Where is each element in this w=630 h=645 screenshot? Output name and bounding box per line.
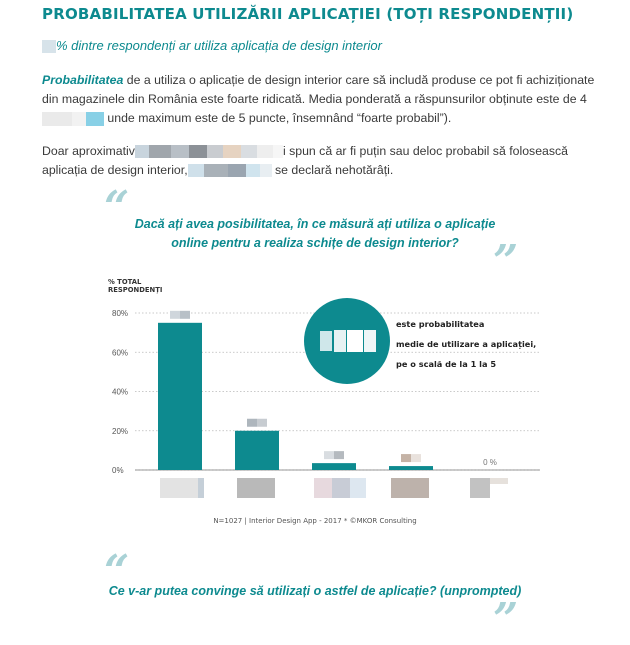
redacted-data-label xyxy=(257,419,267,427)
bar xyxy=(312,463,356,470)
redacted-value xyxy=(246,164,260,177)
redacted-value xyxy=(72,112,86,126)
average-score-label-line-3: pe o scală de la 1 la 5 xyxy=(396,359,497,369)
redacted-category-label xyxy=(160,478,198,498)
redacted-value xyxy=(257,145,273,158)
redacted-category-label xyxy=(332,478,350,498)
average-score-label-line-2: medie de utilizare a aplicației, xyxy=(396,339,537,349)
open-question: Ce v-ar putea convinge să utilizați o astfel de aplicație? (unprompted) xyxy=(108,584,522,598)
y-axis-title-line-1: % TOTAL xyxy=(108,278,142,286)
redacted-data-label xyxy=(170,311,180,319)
redacted-value xyxy=(204,164,228,177)
redacted-data-label xyxy=(401,454,411,462)
y-tick-label: 60% xyxy=(112,348,129,358)
paragraph-undecided xyxy=(42,142,602,180)
y-axis-title-line-2: RESPONDENȚI xyxy=(108,286,163,294)
question-line-2: online pentru a realiza schițe de design interior? xyxy=(171,236,459,250)
y-tick-label: 80% xyxy=(112,309,129,318)
average-score-circle xyxy=(304,298,390,384)
redacted-value xyxy=(241,145,257,158)
bar xyxy=(235,431,279,470)
redacted-value xyxy=(347,330,363,352)
y-tick-label: 40% xyxy=(112,387,129,397)
redacted-category-label xyxy=(314,478,332,498)
bar xyxy=(389,466,433,470)
redacted-category-label xyxy=(490,478,508,484)
subtitle xyxy=(42,38,382,53)
close-quote-icon: ” xyxy=(493,594,519,645)
page-title: PROBABILITATEA UTILIZĂRII APLICAȚIEI (TOȚI RESPONDENȚII) xyxy=(42,5,574,23)
redacted-data-label xyxy=(247,419,257,427)
redacted-value xyxy=(273,145,283,158)
redacted-value xyxy=(228,164,246,177)
redacted-value xyxy=(171,145,189,158)
redacted-category-label xyxy=(470,478,490,498)
redacted-category-label xyxy=(237,478,275,498)
subtitle-text: % dintre respondenți ar utiliza aplicația de design interior xyxy=(56,38,382,53)
paragraph-text-a: Doar aproximativ xyxy=(42,144,135,158)
average-score-label xyxy=(396,314,536,374)
redacted-data-label xyxy=(411,454,421,462)
redacted-data-label xyxy=(324,451,334,459)
highlight-word: Probabilitatea xyxy=(42,73,124,87)
open-quote-icon: “ xyxy=(104,182,130,233)
redacted-category-label xyxy=(198,478,204,498)
bar xyxy=(158,323,202,470)
close-quote-icon: ” xyxy=(493,236,519,287)
redacted-value xyxy=(189,145,207,158)
redacted-value xyxy=(364,330,376,352)
redacted-value xyxy=(334,330,346,352)
redacted-value xyxy=(42,40,56,53)
redacted-data-label xyxy=(180,311,190,319)
redacted-value xyxy=(135,145,149,158)
bar-data-label: 0 % xyxy=(483,458,497,467)
redacted-value xyxy=(260,164,272,177)
source-note: N=1027 | Interior Design App - 2017 * ©MKOR Consulting xyxy=(213,517,417,525)
paragraph-text-b: unde maximum este de 5 puncte, însemnând “foarte probabil”). xyxy=(104,111,452,125)
y-tick-label: 0% xyxy=(112,466,124,475)
redacted-value xyxy=(223,145,241,158)
redacted-category-label xyxy=(391,478,429,498)
redacted-value xyxy=(42,112,72,126)
redacted-value xyxy=(188,164,204,177)
redacted-value xyxy=(207,145,223,158)
question-line-1: Dacă ați avea posibilitatea, în ce măsură ați utiliza o aplicație xyxy=(134,217,496,231)
paragraph-text-a: de a utiliza o aplicație de design interior care să includă produse ce pot fi achiziționate din magazinele din România este foarte ridicată. Media ponderată a răspunsurilor obținute este de 4 xyxy=(42,73,595,106)
redacted-data-label xyxy=(334,451,344,459)
y-tick-label: 20% xyxy=(112,426,129,436)
average-score-label-line-1: este probabilitatea xyxy=(396,319,485,329)
open-quote-icon: “ xyxy=(104,546,130,597)
redacted-value xyxy=(320,331,332,351)
redacted-value xyxy=(86,112,104,126)
redacted-value xyxy=(149,145,171,158)
paragraph-text-c: se declară nehotărâți. xyxy=(271,163,394,177)
redacted-category-label xyxy=(350,478,366,498)
paragraph-text-b: i spun că ar fi puțin sau deloc probabil să folosească aplicația de design interior, xyxy=(42,144,569,177)
survey-question xyxy=(120,215,510,253)
paragraph-probability xyxy=(42,71,602,128)
